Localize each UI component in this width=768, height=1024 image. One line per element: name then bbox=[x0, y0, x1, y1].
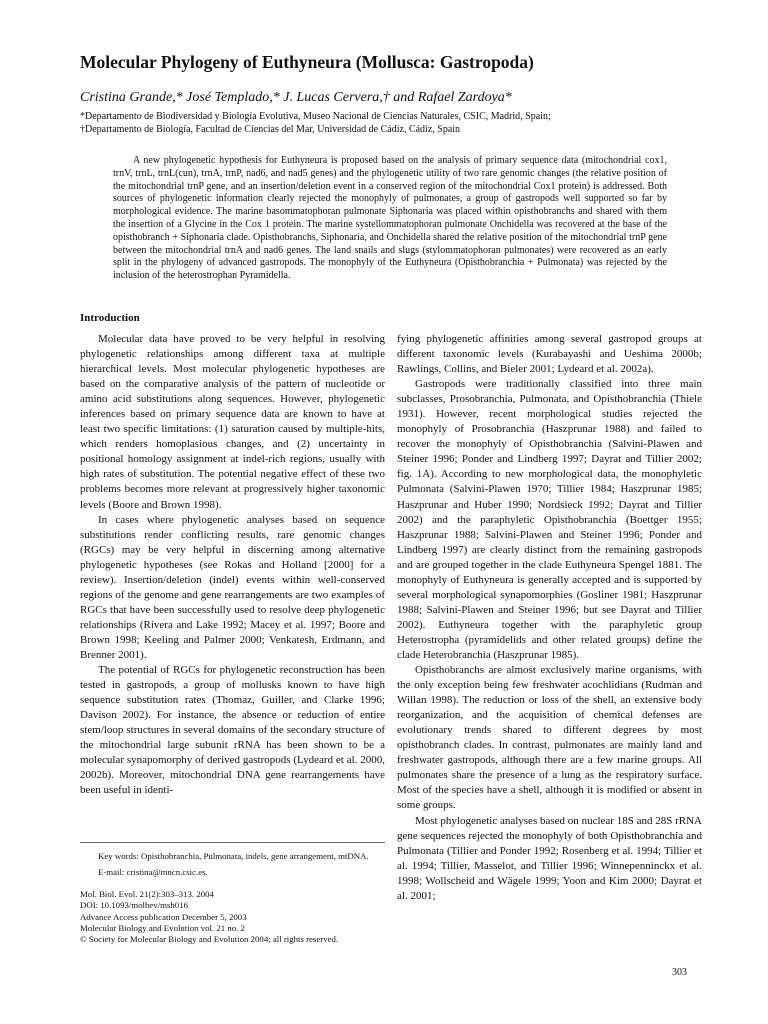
journal-issue: Molecular Biology and Evolution vol. 21 no. 2 bbox=[80, 923, 245, 934]
affiliations bbox=[80, 110, 700, 136]
publication-info bbox=[80, 889, 385, 946]
affiliation-cadiz: †Departamento de Biología, Facultad de Ciencias del Mar, Universidad de Cádiz, Cádiz, Spain bbox=[80, 124, 461, 135]
email-note: E-mail: cristina@mncn.csic.es. bbox=[98, 867, 208, 878]
paragraph: Most phylogenetic analyses based on nuclear 18S and 28S rRNA gene sequences rejected the monophyly of both Opisthobranchia and Pulmonata (Tillier and Ponder 1992; Rosenberg et al. 1994; Tillier et al. 1994; Tillier, Masselot, and Tillier 1996; Winnepenninckx et al. 1998; Wollscheid and Wägele 1999; Yoon and Kim 2000; Dayrat et al. 2001; bbox=[397, 814, 702, 902]
article-title: Molecular Phylogeny of Euthyneura (Mollusca: Gastropoda) bbox=[80, 52, 534, 72]
paragraph: In cases where phylogenetic analyses based on sequence substitutions render conflicting results, rare genomic changes (RGCs) may be very helpful in discerning among alternative phylogenetic hypotheses (see Rokas and Holland [2000] for a review). Insertion/deletion (indel) events within well-conserved regions of the genome and gene rearrangements are two examples of RGCs that have been successfully used to resolve deep phylogenetic relationships (Rivera and Lake 1992; Macey et al. 1997; Boore and Brown 1998; Keeling and Palmer 2000; Venkatesh, Erdmann, and Brenner 2001). bbox=[80, 513, 385, 661]
paragraph: The potential of RGCs for phylogenetic reconstruction has been tested in gastropods, a group of mollusks known to have high sequence substitution rates (Thomaz, Guiller, and Clarke 1996; Davison 2002). For instance, the absence or reduction of entire stem/loop structures in several domains of the secondary structure of the mitochondrial large subunit rRNA has been shown to be a molecular synapomorphy of derived gastropods (Lydeard et al. 2000, 2002b). Moreover, mitochondrial DNA gene rearrangements have been useful in identi- bbox=[80, 664, 385, 797]
doi: DOI: 10.1093/molbev/msh016 bbox=[80, 900, 189, 911]
keywords-note: Key words: Opisthobranchia, Pulmonata, indels, gene arrangement, mtDNA. bbox=[98, 851, 369, 861]
affiliation-madrid: *Departamento de Biodiversidad y Biología Evolutiva, Museo Nacional de Ciencias Naturales, CSIC, Madrid, Spain; bbox=[80, 111, 551, 122]
left-column bbox=[80, 332, 385, 798]
copyright-note: © Society for Molecular Biology and Evolution 2004; all rights reserved. bbox=[80, 934, 339, 945]
paragraph: Molecular data have proved to be very helpful in resolving phylogenetic relationships among different taxa at multiple hierarchical levels. Most molecular phylogenetic hypotheses are based on the comparative analysis of the pattern of nucleotide or amino acid substitutions along sequences. However, phylogenetic inferences based on primary sequence data are known to have at least two specific limitations: (1) saturation caused by multiple-hits, which renders homoplasious changes, and (2) uncertainty in positional homology assignment at indel-rich regions, usually with high rates of substitution. The potential negative effect of these two problems becomes more relevant at progressively higher taxonomic levels (Boore and Brown 1998). bbox=[80, 333, 385, 511]
page-number: 303 bbox=[672, 967, 687, 978]
right-column bbox=[397, 332, 702, 904]
journal-reference: Mol. Biol. Evol. 21(2):303–313. 2004 bbox=[80, 888, 214, 899]
footnotes bbox=[80, 851, 385, 946]
paragraph: Opisthobranchs are almost exclusively marine organisms, with the only exception being few freshwater acochlidians (Rudman and Willan 1998). The reduction or loss of the shell, an extensive body reorganization, and the acquisition of chemical defenses are evolutionary trends shared to different degrees by most opisthobranch clades. In contrast, pulmonates are mainly land and freshwater gastropods, although there are a few marine groups. All pulmonates share the presence of a lung as the respiratory surface. Most of the species have a shell, although it is modified or absent in some groups. bbox=[397, 664, 702, 812]
advance-access-note: Advance Access publication December 5, 2003 bbox=[80, 911, 247, 922]
paragraph: Gastropods were traditionally classified into three main subclasses, Prosobranchia, Pulmonata, and Opisthobranchia (Thiele 1931). However, recent morphological studies rejected the monophyly of Prosobranchia (Haszprunar 1988) and failed to recover the monophyly of Opisthobranchia (Salvini-Plawen and Steiner 1996; Ponder and Lindberg 1997; Dayrat and Tillier 2002; fig. 1A). According to new morphological data, the monophyletic Pulmonata (Salvini-Plawen 1970; Tillier 1984; Haszprunar 1985; Haszprunar and Huber 1990; Nordsieck 1992; Dayrat and Tillier 2002) and the paraphyletic Opisthobranchia (Boettger 1955; Haszprunar 1988; Salvini-Plawen and Steiner 1996; Ponder and Lindberg 1997) are clearly distinct from the remaining gastropods and are grouped together in the clade Euthyneura Spengel 1881. The monophyly of Euthyneura is generally accepted and is supported by several morphological synapomorphies (Gosliner 1981; Haszprunar 1988; Salvini-Plawen and Steiner 1996; but see Dayrat and Tillier 2002). Euthyneura together with the paraphyletic group Heterostropha (pyramidelids and other related groups) define the clade Heterobranchia (Haszprunar 1985). bbox=[397, 378, 702, 661]
section-heading-introduction: Introduction bbox=[80, 312, 140, 324]
footnote-divider bbox=[80, 842, 385, 843]
abstract: A new phylogenetic hypothesis for Euthyneura is proposed based on the analysis of primary sequence data (mitochondrial cox1, trnV, trnL, trnL(cun), trnA, trnP, nad6, and nad5 genes) and the phylogenetic utility of two rare genomic changes (the relative position of the mitochondrial trnP gene, and an insertion/deletion event in a conserved region of the mitochondrial Cox1 protein) is addressed. Both sources of phylogenetic information clearly rejected the monophyly of pulmonates, a group of gastropods well supported so far by morphological evidence. The marine basommatophoran pulmonate Siphonaria was placed within opisthobranchs and shared with them the insertion of a Glycine in the Cox 1 protein. The marine systellommatophoran pulmonate Onchidella was recovered at the base of the opisthobranch + Siphonaria clade. Opisthobranchs, Siphonaria, and Onchidella shared the relative position of the mitochondrial trnP gene between the mitochondrial trnA and nad6 genes. The land snails and slugs (stylommatophoran pulmonates) were recovered as an early split in the phylogeny of advanced gastropods. The monophyly of the Euthyneura (Opisthobranchia + Pulmonata) was rejected by the inclusion of the heterostrophan Pyramidella. bbox=[113, 155, 667, 282]
paragraph-continued: fying phylogenetic affinities among several gastropod groups at different taxonomic levels (Kurabayashi and Ueshima 2000b; Rawlings, Collins, and Bieler 2001; Lydeard et al. 2002a). bbox=[397, 333, 702, 376]
author-list: Cristina Grande,* José Templado,* J. Lucas Cervera,† and Rafael Zardoya* bbox=[80, 90, 512, 105]
